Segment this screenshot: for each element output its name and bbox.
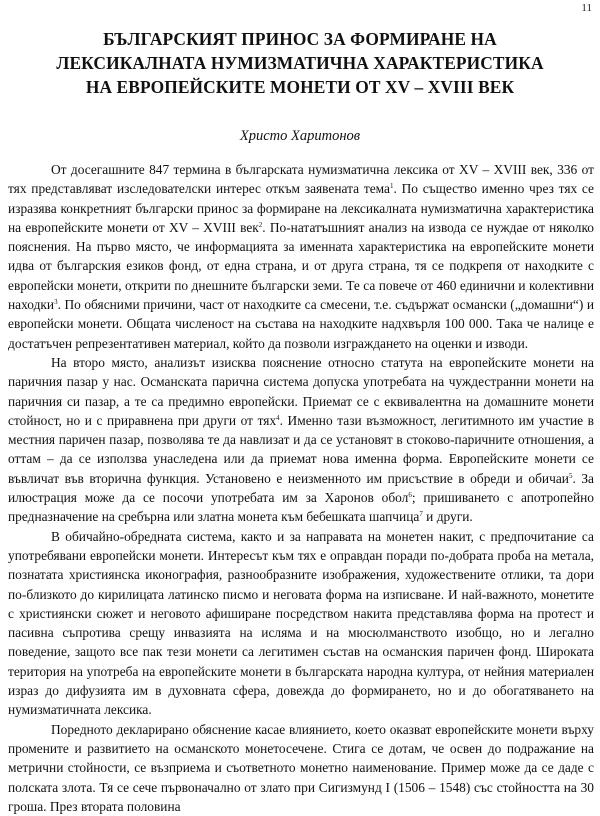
title-line: БЪЛГАРСКИЯТ ПРИНОС ЗА ФОРМИРАНЕ НА [103,29,497,49]
page-number: 11 [581,2,592,14]
paragraph [8,160,594,353]
title-line: ЛЕКСИКАЛНАТА НУМИЗМАТИЧНА ХАРАКТЕРИСТИКА [56,53,544,73]
footnote-ref[interactable]: 5 [568,471,573,480]
text-segment: Поредното декларирано обяснение касае влиянието, което оказват европейските монети върху промените и развитието на османското монетосечене. Стига се дотам, че освен до подражание на метрични стойности, се възприема и съответното монетно наименование. Пример може да се даде с полската злота. Тя се сече първоначално от злато при Сигизмунд I (1506 – 1548) със стойността на 30 гроша. През втората половина [8,721,594,814]
footnote-ref[interactable]: 2 [258,220,263,229]
text-segment: . За илюстрация може да се посочи употребата им за Харонов обол [8,470,594,506]
article-body [8,160,594,816]
text-segment: На второ място, анализът изисква пояснение относно статута на европейските монети на паричния пазар у нас. Османската парична система допуска употребата на чуждестранни монети на паричния си пазар, а те са предимно европейски. Приемат се с еквивалентна на домашните монети стойност, но и с приравнена при други от тях [8,354,594,428]
title-line: НА ЕВРОПЕЙСКИТЕ МОНЕТИ ОТ XV – XVIII ВЕК [85,77,515,97]
footnote-ref[interactable]: 6 [408,491,412,500]
footnote-ref[interactable]: 3 [54,298,58,307]
paragraph [8,527,594,720]
footnote-ref[interactable]: 4 [276,413,280,422]
text-segment: . По-нататъшният анализ на извода се нуждае от няколко пояснения. На първо място, че информацията за именната характеристика на европейските монети идва от българския езиков фонд, от една страна, и от друга страна, тя се подкрепя от находките с европейски монети, открити по днешните български земи. Те са повече от 460 единични и колективни находки [8,219,595,313]
author-name: Христо Харитонов [239,128,361,144]
text-segment: От досегашните 847 термина в българската нумизматична лексика от XV – XVIII век, 336 от тях представляват изследователски интерес откъм заявената тема [8,162,594,197]
paragraph [8,720,594,816]
text-segment: В обичайно-обредната система, както и за направата на монетен накит, с предпочитание са употребявани европейски монети. Интересът към тях е оправдан поради по-добрата проба на метала, познатата християнска иконография, разнообразните изображения, художествените отлики, та дори по-близкото до кирилицата латинско писмо и неговата форма на изписване. И най-важното, монетите с християнски сюжет и неговото афиширане посредством накита представлява форма на протест и пасивна съпротива срещу инвазията на исляма и на мюсюлманството изобщо, но и легално поведение, защото все пак тези монети са легитимен състав на османския паричен фонд. Широката територия на употреба на европейските монети в българската народна култура, от нейния материален израз до дифузията им в духовната сфера, довежда до формирането, но и до обогатяването на нумизматичната лексика. [8,528,594,718]
text-segment: и други. [422,509,473,525]
text-segment: . По същество именно чрез тях се изразява конкретният български принос за формиране на лексикалната нумизматична характеристика на европейските монети от XV – XVIII век [8,181,594,235]
paragraph [8,353,594,527]
text-segment: . Именно тази възможност, легитимното им участие в местния паричен пазар, позволява те да навлизат и да се установят в стоково-паричните отношения, а оттам – да се използва унаследена или да приемат нова именна форма. Европейските монети се въвличат във вторична функция. Установено е неизменното им присъствие в обреди и обичаи [8,412,594,486]
text-segment: . По обясними причини, част от находките са смесени, т.е. съдържат османски („домашни“) и европейски монети. Общата численост на състава на находките надхвърля 100 000. Така че налице е достатъчен репрезентативен материал, който да позволи изграждането на оценки и изводи. [8,297,594,351]
text-segment: ; пришиването с апотропейно предназначение на сребърна или златна монета към бебешката шапчица [8,490,594,525]
article-title [0,27,600,99]
footnote-ref[interactable]: 1 [389,182,394,191]
footnote-ref[interactable]: 7 [419,510,423,519]
